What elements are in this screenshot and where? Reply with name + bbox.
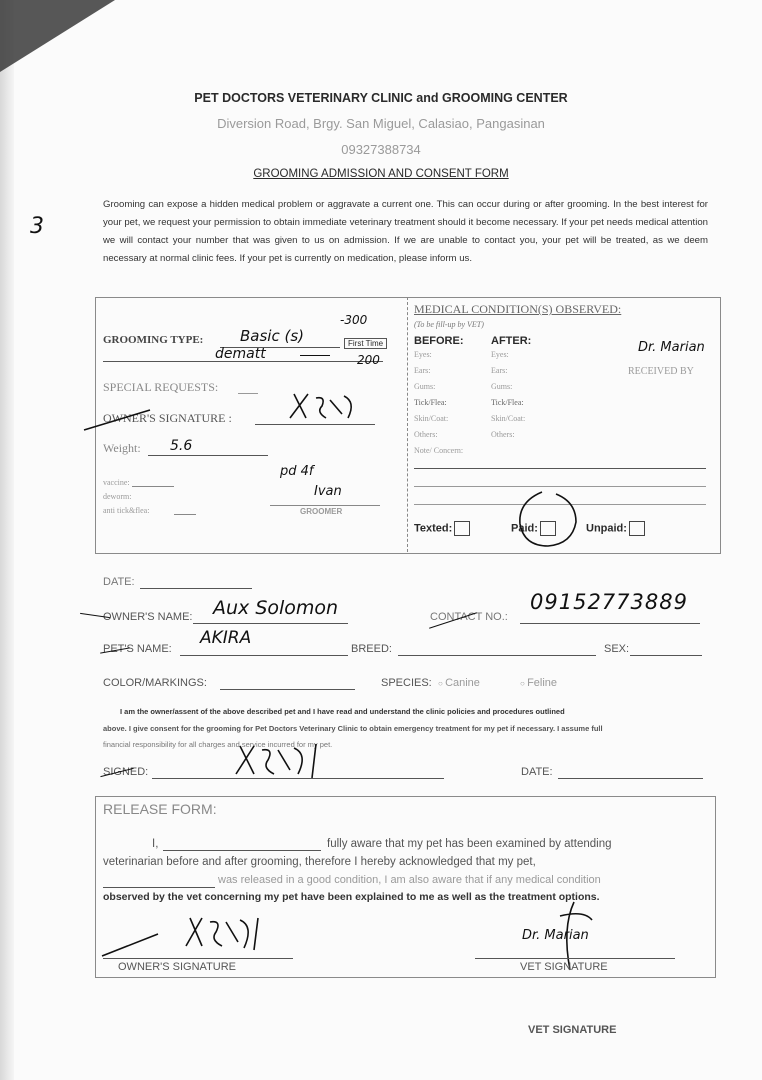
unpaid-box[interactable] — [629, 521, 645, 536]
contact-value: 09152773889 — [530, 590, 688, 614]
contact-line — [520, 623, 700, 624]
owner-signature-label: OWNER'S SIGNATURE : — [103, 411, 232, 425]
paid-label: Paid: — [511, 522, 538, 535]
medical-title: MEDICAL CONDITION(S) OBSERVED: — [414, 302, 622, 316]
contact-label: CONTACT NO.: — [430, 611, 508, 623]
form-title: GROOMING ADMISSION AND CONSENT FORM — [253, 168, 509, 180]
weight-label: Weight: — [103, 441, 141, 455]
unpaid-label: Unpaid: — [586, 522, 627, 535]
row-eyes-after: Eyes: — [491, 350, 509, 359]
release-owner-signature — [98, 910, 298, 960]
row-ears-after: Ears: — [491, 366, 508, 375]
note-label: Note/ Concern: — [414, 446, 464, 455]
groomer-line — [270, 505, 380, 506]
canine-label: Canine — [445, 677, 480, 689]
after-label: AFTER: — [491, 335, 532, 347]
groomer-value-2: Ivan — [314, 484, 342, 499]
release-owner-sig-label: OWNER'S SIGNATURE — [118, 961, 237, 973]
texted-box[interactable] — [454, 521, 470, 536]
species-feline-option[interactable]: ○ Feline — [520, 677, 558, 689]
paid-circle-mark — [512, 486, 582, 552]
anti-tick-label: anti tick&flea: — [103, 506, 150, 515]
anti-tick-line — [174, 514, 196, 515]
date-label: DATE: — [103, 576, 135, 588]
release-line-1: fully aware that my pet has been examined by attending — [327, 838, 612, 850]
breed-label: BREED: — [351, 643, 392, 655]
release-name-line — [163, 850, 321, 851]
row-ears-before: Ears: — [414, 366, 431, 375]
color-markings-label: COLOR/MARKINGS: — [103, 677, 207, 689]
grooming-type-value: Basic (s) — [240, 327, 304, 345]
grooming-type-value-2: dematt — [215, 346, 266, 362]
consent-date-line — [558, 778, 703, 779]
medical-subtitle: (To be fill-up by VET) — [414, 320, 484, 329]
sex-label: SEX: — [604, 643, 630, 655]
release-line-3: was released in a good condition, I am also aware that if any medical condition — [218, 874, 601, 886]
groomer-label: GROOMER — [300, 507, 343, 516]
consent-line-1: I am the owner/assent of the above described pet and I have read and understand the clinic policies and procedures outlined — [120, 707, 565, 716]
owner-name-label: OWNER'S NAME: — [103, 611, 193, 623]
row-skin-before: Skin/Coat: — [414, 414, 449, 423]
release-vet-name: Dr. Marian — [522, 928, 589, 943]
pet-name-value: AKIRA — [200, 628, 252, 648]
folded-corner — [0, 0, 115, 72]
owner-name-line — [193, 623, 348, 624]
release-i: I, — [152, 838, 159, 850]
clinic-phone: 09327388734 — [341, 142, 421, 157]
row-skin-after: Skin/Coat: — [491, 414, 526, 423]
row-gums-after: Gums: — [491, 382, 513, 391]
row-eyes-before: Eyes: — [414, 350, 432, 359]
release-title: RELEASE FORM: — [103, 801, 217, 817]
row-others-before: Others: — [414, 430, 438, 439]
texted-label: Texted: — [414, 522, 453, 535]
row-gums-before: Gums: — [414, 382, 436, 391]
feline-label: Feline — [527, 677, 558, 689]
received-by-label: RECEIVED BY — [628, 366, 694, 377]
release-line-2: veterinarian before and after grooming, therefore I hereby acknowledged that my pet, — [103, 856, 536, 868]
release-vet-sig-line — [475, 958, 675, 959]
date-line — [140, 588, 252, 589]
intro-paragraph: Grooming can expose a hidden medical problem or aggravate a current one. This can occur during or after grooming. In the best interest for your pet, we request your permission to obtain immediate veterinary treatment should it become necessary. If your pet needs medical attention we will contact your number that was given to us on admission. If we are unable to contact you, your pet will be treated, as we deem necessary at normal clinic fees. If your pet is currently on medication, please inform us. — [103, 199, 708, 264]
vaccine-line — [132, 486, 174, 487]
box-divider — [407, 297, 408, 552]
unpaid-checkbox[interactable] — [586, 521, 645, 536]
color-markings-line — [220, 689, 355, 690]
weight-line — [148, 455, 268, 456]
sex-line — [630, 655, 702, 656]
vaccine-label: vaccine: — [103, 478, 130, 487]
release-line-4: observed by the vet concerning my pet have been explained to me as well as the treatment options. — [103, 891, 600, 903]
first-time-checkbox[interactable] — [344, 338, 387, 349]
owner-signature-mark — [80, 388, 380, 438]
consent-signature — [228, 738, 348, 782]
release-owner-sig-line — [103, 958, 293, 959]
special-requests-label: SPECIAL REQUESTS: — [103, 380, 219, 394]
consent-date-label: DATE: — [521, 766, 553, 778]
grooming-type-label: GROOMING TYPE: — [103, 334, 204, 346]
row-others-after: Others: — [491, 430, 515, 439]
before-label: BEFORE: — [414, 335, 464, 347]
footer-bleed-text: VET SIGNATURE — [528, 1024, 617, 1036]
price-dash — [300, 355, 330, 356]
consent-line-2: above. I give consent for the grooming for Pet Doctors Veterinary Clinic to obtain emergency treatment for my pet if necessary. I assume full — [103, 724, 603, 733]
price-basic: -300 — [340, 313, 368, 327]
texted-checkbox[interactable] — [414, 521, 470, 536]
clinic-address: Diversion Road, Brgy. San Miguel, Calasiao, Pangasinan — [217, 116, 545, 131]
owner-name-value: Aux Solomon — [213, 597, 339, 619]
pet-name-label: PET'S NAME: — [103, 643, 172, 655]
species-canine-option[interactable]: ○ Canine — [438, 677, 480, 689]
page-edge-shadow — [0, 0, 14, 1080]
weight-value: 5.6 — [170, 438, 193, 454]
first-time-label: First Time — [348, 339, 384, 348]
consent-line-3: financial responsibility for all charges and service incurred for my pet. — [103, 740, 333, 749]
price-dematt: 200 — [357, 353, 380, 367]
row-tick-before: Tick/Flea: — [414, 398, 447, 407]
signed-label: SIGNED: — [103, 766, 149, 778]
received-by-value: Dr. Marian — [638, 340, 705, 355]
groomer-value-1: pd 4f — [280, 464, 314, 479]
page-number-mark: 3 — [30, 214, 44, 239]
note-line-1 — [414, 468, 706, 469]
release-pet-line — [103, 887, 215, 888]
row-tick-after: Tick/Flea: — [491, 398, 524, 407]
breed-line — [398, 655, 596, 656]
clinic-name: PET DOCTORS VETERINARY CLINIC and GROOMING CENTER — [194, 91, 568, 105]
release-vet-sig-label: VET SIGNATURE — [520, 961, 608, 973]
species-label: SPECIES: — [381, 677, 432, 689]
pet-name-line — [180, 655, 348, 656]
deworm-label: deworm: — [103, 492, 132, 501]
